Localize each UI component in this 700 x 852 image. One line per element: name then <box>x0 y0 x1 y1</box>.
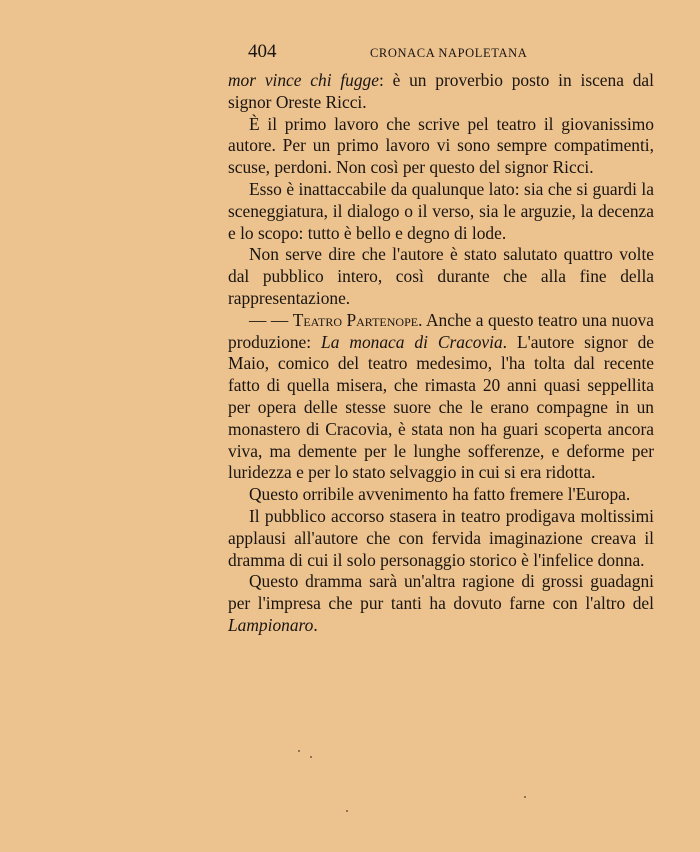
paragraph-7: Il pubblico accorso stasera in teatro prodigava moltissimi applausi all'autore che con fervida imaginazione creava il dramma di cui il solo personaggio storico è l'infelice donna. <box>228 505 654 570</box>
paper-speck <box>298 750 300 752</box>
play-title-monaca: La monaca di Cracovia <box>321 331 503 352</box>
paragraph-5 <box>228 310 654 484</box>
body-text <box>228 70 654 637</box>
page-header <box>228 40 654 64</box>
paragraph-1-text: : è un proverbio posto in iscena dal signor Oreste Ricci. <box>228 70 654 112</box>
paragraph-8-text-a: Questo dramma sarà un'altra ragione di grossi guadagni per l'impresa che pur tanti ha dovuto farne con l'altro del <box>228 571 654 614</box>
paragraph-8-text-b: . <box>313 614 318 635</box>
paragraph-6: Questo orribile avvenimento ha fatto fremere l'Europa. <box>249 484 631 505</box>
italic-proverb: mor vince chi fugge <box>228 70 379 90</box>
section-dash: — — <box>249 309 289 330</box>
paragraph-1 <box>228 70 654 114</box>
paragraph-4: Non serve dire che l'autore è stato salutato quattro volte dal pubblico intero, così durante che alla fine della rappresentazione. <box>228 244 654 308</box>
paragraph-8 <box>228 571 654 636</box>
paragraph-5-text-b: . L'autore signor de Maio, comico del teatro medesimo, l'ha tolta dal recente fatto di quella misera, che rimasta 20 anni quasi seppellita per opera delle stesse suore che le erano compagne in un monastero di Cracovia, è stata non ha guari scoperta ancora viva, ma demente per le lunghe sofferenze, e deforme per luridezza e per lo stato selvaggio in cui si era ridotta. <box>228 331 654 483</box>
paragraph-5-text-a: . Anche a questo teatro una nuova produzione: <box>228 309 654 352</box>
theatre-name: Teatro Partenope <box>292 309 419 330</box>
page-number: 404 <box>248 41 277 62</box>
running-head: CRONACA NAPOLETANA <box>370 46 528 60</box>
paper-speck <box>310 756 312 758</box>
paragraph-2: È il primo lavoro che scrive pel teatro il giovanissimo autore. Per un primo lavoro vi sono sempre compatimenti, scuse, perdoni. Non così per questo del signor Ricci. <box>228 113 654 178</box>
paper-speck <box>346 810 348 812</box>
paragraph-3: Esso è inattaccabile da qualunque lato: sia che si guardi la sceneggiatura, il dialogo o il verso, sia le arguzie, la decenza e lo scopo: tutto è bello e degno di lode. <box>228 178 654 243</box>
paper-speck <box>524 796 526 798</box>
play-title-lampionaro: Lampionaro <box>228 614 314 635</box>
